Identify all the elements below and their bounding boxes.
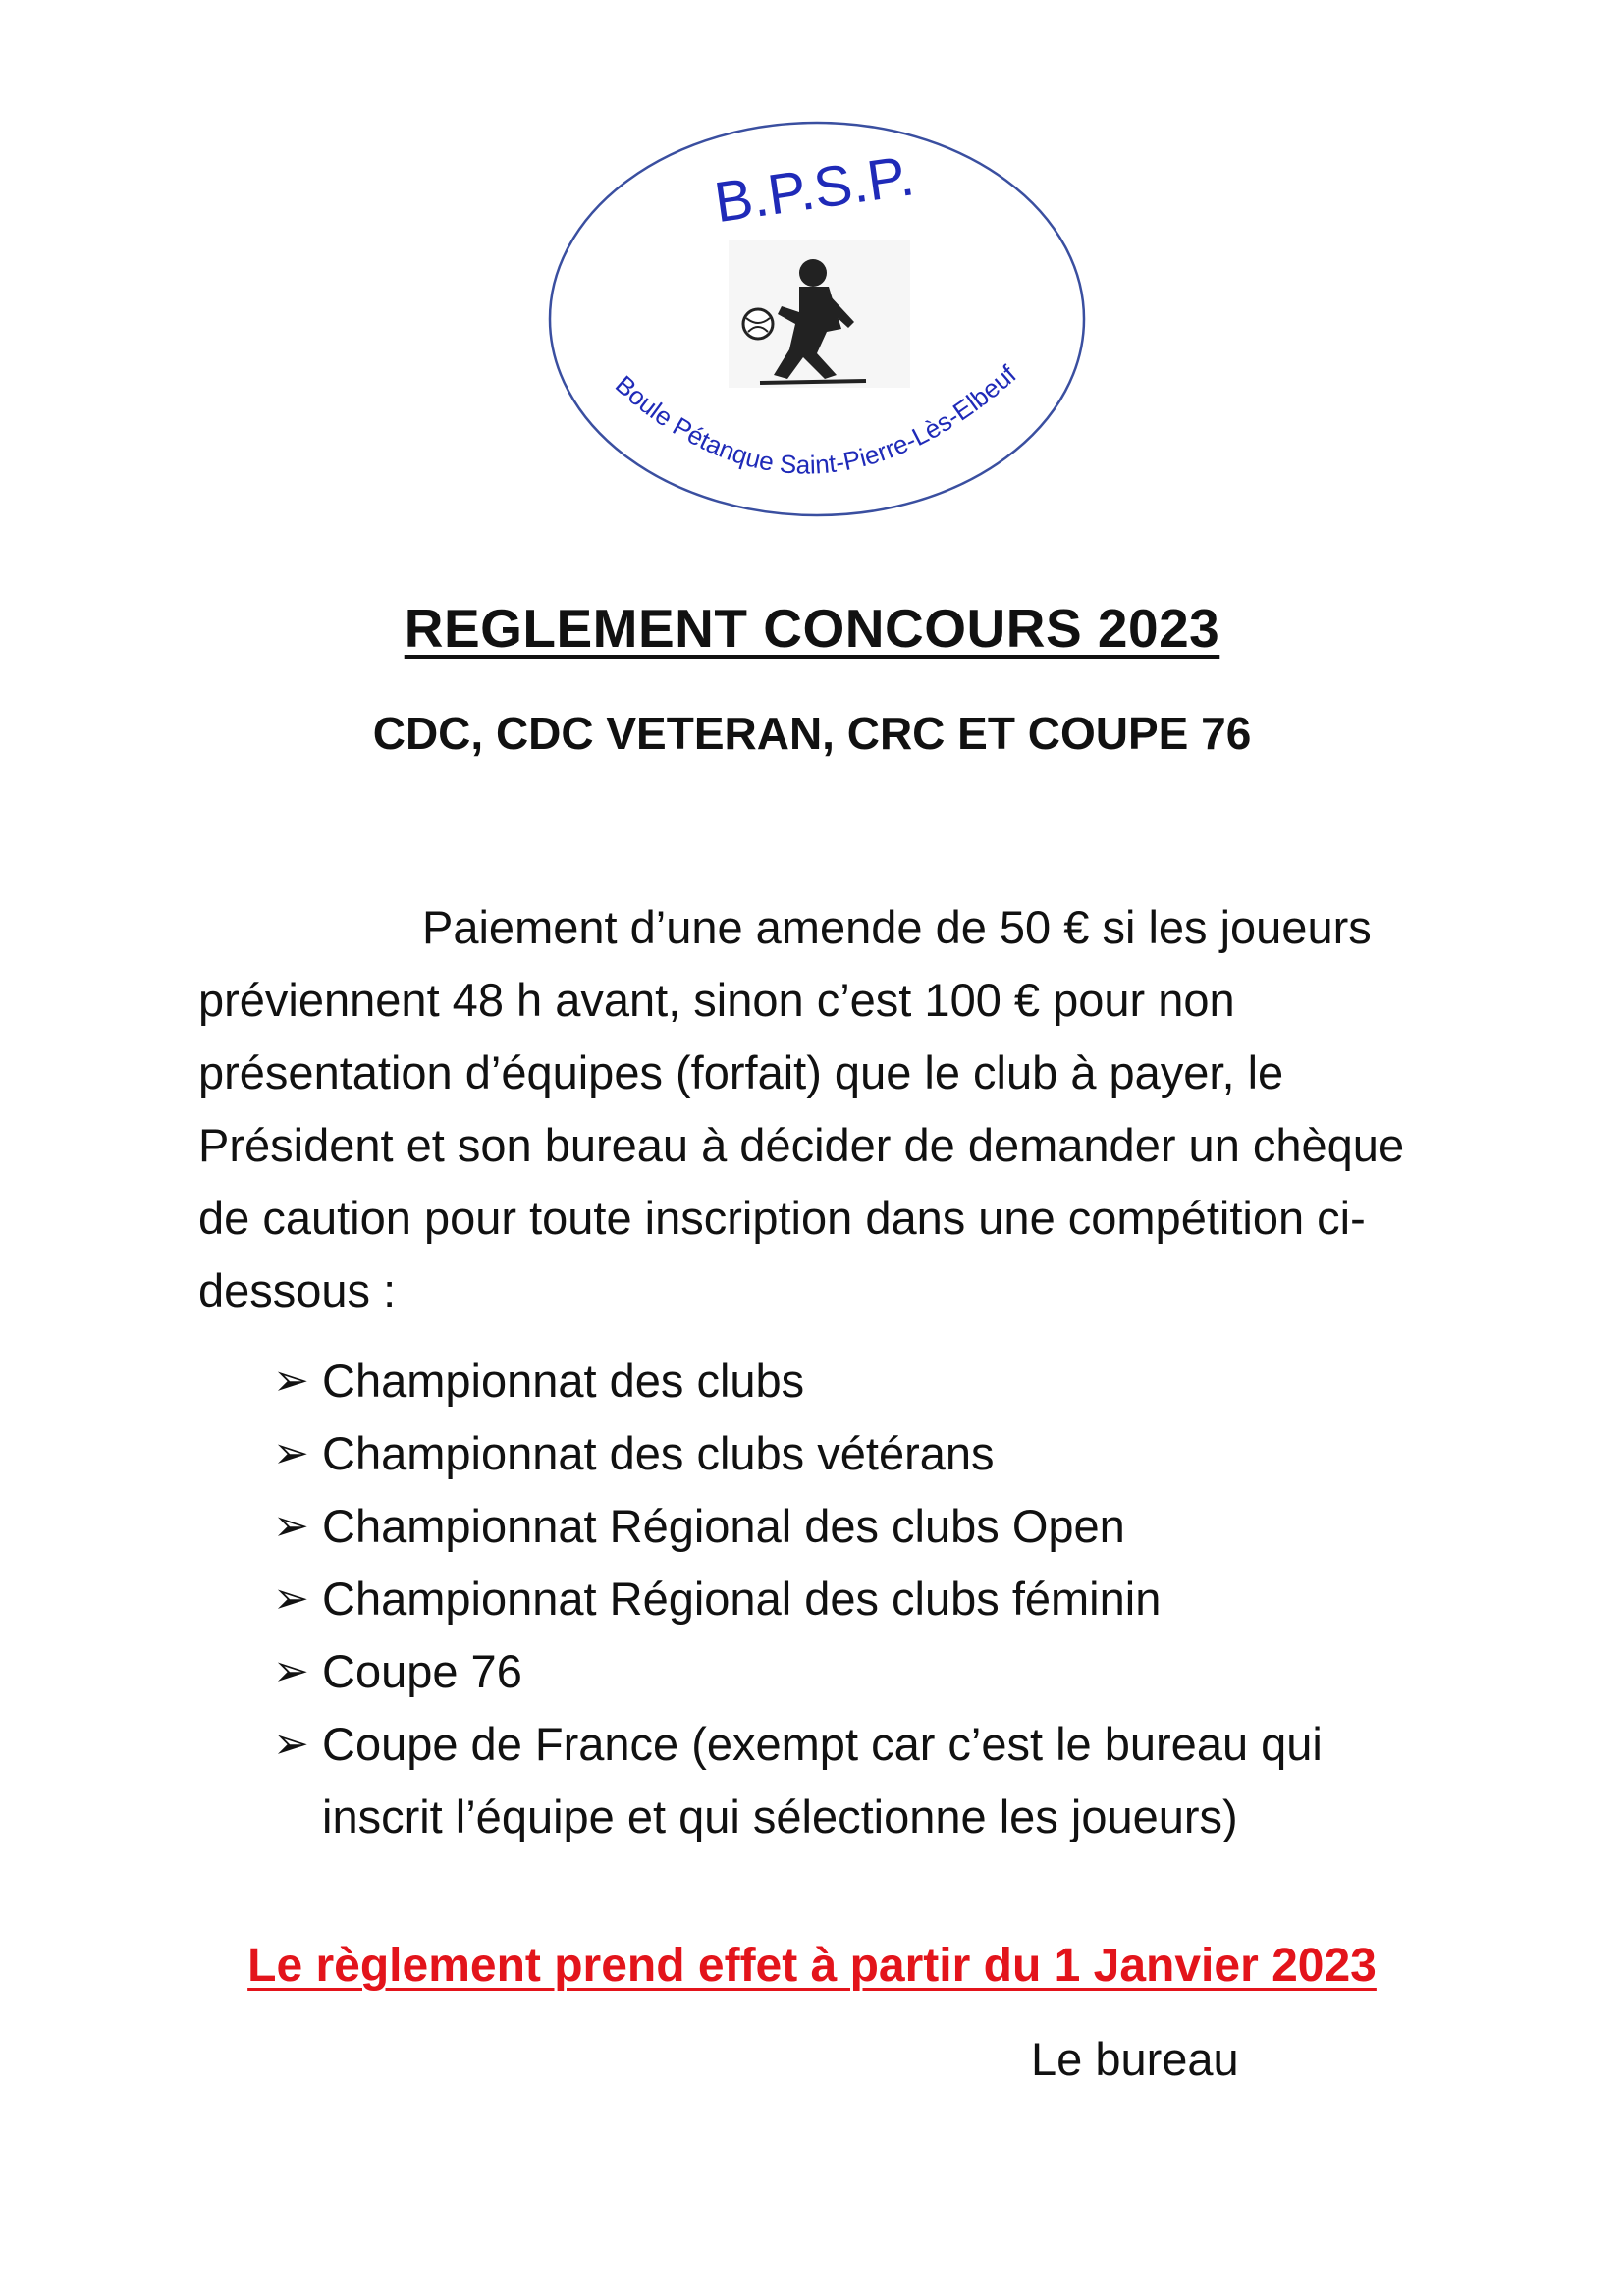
petanque-player-icon (729, 240, 910, 388)
list-item (273, 1563, 1432, 1635)
list-item-text: Championnat des clubs (322, 1355, 805, 1407)
arrow-bullet-icon: ➢ (273, 1647, 309, 1695)
list-item (273, 1417, 1432, 1490)
arrow-bullet-icon: ➢ (273, 1357, 309, 1405)
list-item-text: Coupe 76 (322, 1645, 522, 1697)
list-item-text: Coupe de France (exempt car c’est le bureau qui inscrit l’équipe et qui sélectionne les joueurs) (322, 1718, 1323, 1842)
list-item-text: Championnat Régional des clubs Open (322, 1500, 1125, 1552)
list-item-text: Championnat Régional des clubs féminin (322, 1573, 1162, 1625)
arrow-bullet-icon: ➢ (273, 1720, 309, 1768)
arrow-bullet-icon: ➢ (273, 1429, 309, 1477)
arrow-bullet-icon: ➢ (273, 1575, 309, 1623)
arrow-bullet-icon: ➢ (273, 1502, 309, 1550)
list-item (273, 1490, 1432, 1563)
club-logo-graphic (542, 118, 1092, 530)
competition-list (273, 1345, 1432, 1853)
list-item (273, 1345, 1432, 1417)
list-item (273, 1708, 1432, 1853)
list-item (273, 1635, 1432, 1708)
logo-initials: B.P.S.P. (710, 143, 918, 236)
page-subtitle: CDC, CDC VETERAN, CRC ET COUPE 76 (372, 708, 1252, 759)
list-item-text: Championnat des clubs vétérans (322, 1427, 995, 1479)
rules-paragraph-text: Paiement d’une amende de 50 € si les joueurs préviennent 48 h avant, sinon c’est 100 € pour non présentation d’équipes (forfait) que le club à payer, le Président et son bureau à décider de demander un chèque de caution pour toute inscription dans une compétition ci-dessous : (198, 901, 1405, 1316)
effective-date-notice: Le règlement prend effet à partir du 1 Janvier 2023 (247, 1940, 1377, 1992)
page-title: REGLEMENT CONCOURS 2023 (404, 598, 1220, 659)
signature: Le bureau (1031, 2033, 1239, 2085)
rules-paragraph (198, 891, 1455, 1327)
club-logo (542, 118, 1092, 530)
logo-club-name: Boule Pétanque Saint-Pierre-Lès-Elbeuf (610, 359, 1022, 480)
